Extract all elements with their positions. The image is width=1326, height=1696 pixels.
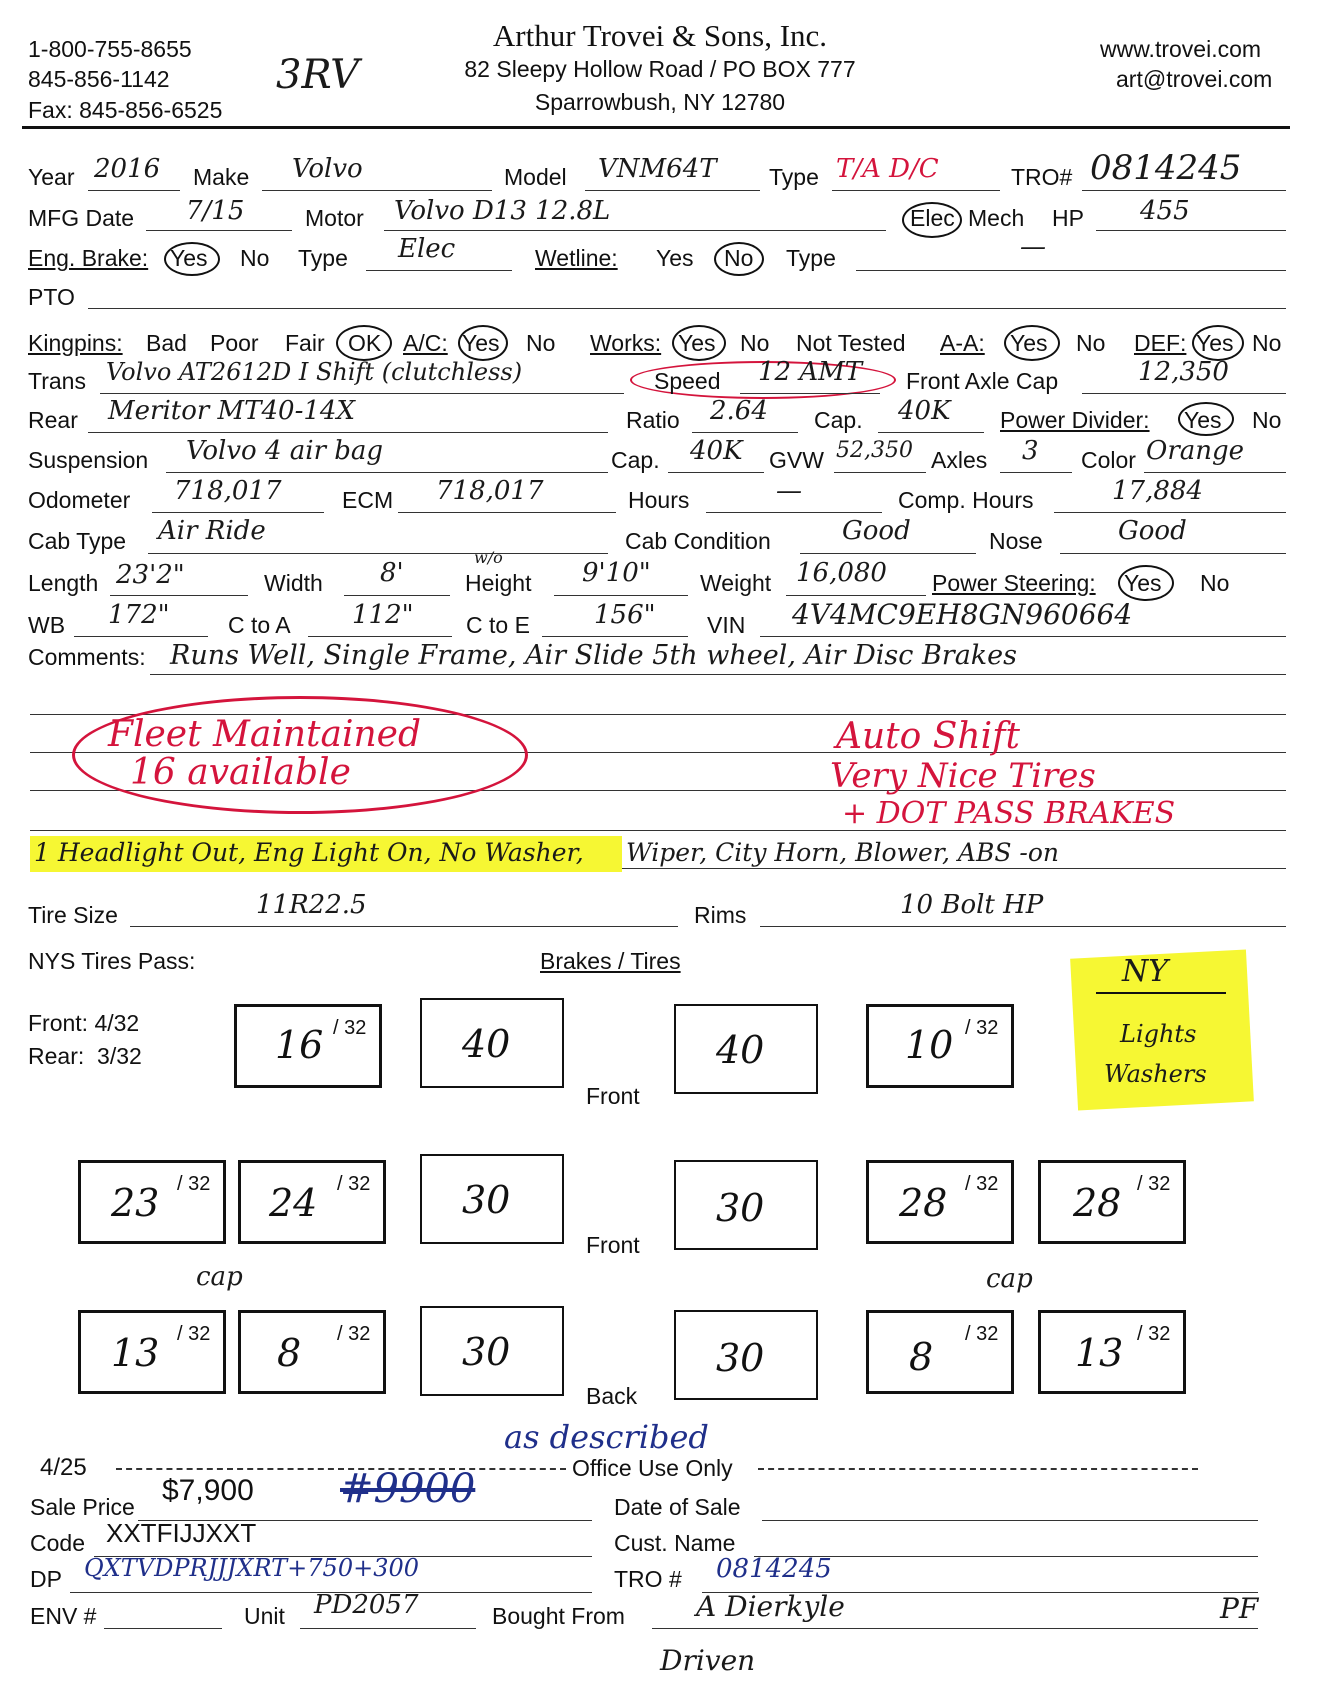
works-not-tested[interactable]: Not Tested — [796, 330, 906, 356]
tire-box[interactable] — [866, 1004, 1014, 1088]
wetline-type-label: Type — [786, 245, 836, 271]
color-label: Color — [1081, 447, 1136, 473]
tire-reading: 8 — [277, 1331, 302, 1375]
highlight-note[interactable]: 1 Headlight Out, Eng Light On, No Washer, — [34, 838, 584, 867]
brake-reading: 30 — [716, 1336, 765, 1380]
mfg-date-label: MFG Date — [28, 205, 135, 231]
brake-reading: 30 — [462, 1330, 511, 1374]
brake-reading: 30 — [716, 1186, 765, 1230]
tire-reading: 23 — [111, 1181, 160, 1225]
tire-reading: 28 — [1073, 1181, 1122, 1225]
works-no[interactable]: No — [740, 330, 770, 356]
email[interactable]: art@trovei.com — [1116, 66, 1273, 92]
height-note: w/o — [474, 548, 503, 567]
susp-cap-label: Cap. — [611, 447, 660, 473]
comp-hours-value[interactable]: 17,884 — [1112, 476, 1203, 506]
power-steering-no[interactable]: No — [1200, 570, 1230, 596]
cap-note-right: cap — [986, 1264, 1033, 1294]
rear-value[interactable]: Meritor MT40-14X — [108, 396, 355, 426]
aa-yes[interactable]: Yes — [1010, 330, 1048, 356]
date-of-sale-label: Date of Sale — [614, 1494, 741, 1520]
power-steering-yes[interactable]: Yes — [1124, 570, 1162, 596]
per-32: / 32 — [1137, 1323, 1171, 1345]
cap-note-left: cap — [196, 1262, 243, 1292]
hp-value[interactable]: 455 — [1140, 196, 1190, 226]
per-32: / 32 — [965, 1173, 999, 1195]
c-to-e-value[interactable]: 156" — [594, 600, 656, 630]
tire-box[interactable] — [238, 1310, 386, 1394]
width-value[interactable]: 8' — [380, 558, 404, 588]
old-price: #9900 — [340, 1466, 476, 1512]
rims-value[interactable]: 10 Bolt HP — [900, 890, 1044, 920]
website[interactable]: www.trovei.com — [1100, 36, 1262, 62]
power-divider-no[interactable]: No — [1252, 407, 1282, 433]
dp-label: DP — [30, 1566, 62, 1592]
model-value[interactable]: VNM64T — [598, 154, 717, 184]
type-label: Type — [769, 164, 819, 190]
ny-underline — [1096, 992, 1226, 994]
per-32: / 32 — [333, 1017, 367, 1039]
dp-value[interactable]: QXTVDPRJJJXRT+750+300 — [84, 1554, 420, 1582]
weight-value[interactable]: 16,080 — [796, 558, 887, 588]
address-line-1: 82 Sleepy Hollow Road / PO BOX 777 — [464, 56, 856, 82]
tire-box[interactable] — [234, 1004, 382, 1088]
odometer-label: Odometer — [28, 487, 131, 513]
speed-value[interactable]: 12 AMT — [758, 357, 863, 387]
front-label: Front — [586, 1083, 640, 1109]
c-to-a-value[interactable]: 112" — [352, 600, 414, 630]
fax: Fax: 845-856-6525 — [28, 97, 223, 123]
eng-brake-yes[interactable]: Yes — [170, 245, 208, 271]
year-value[interactable]: 2016 — [94, 154, 161, 184]
works-label: Works: — [590, 330, 662, 356]
ac-no[interactable]: No — [526, 330, 556, 356]
tire-box[interactable] — [1038, 1310, 1186, 1394]
elec-option[interactable]: Elec — [910, 205, 955, 231]
unit-value[interactable]: PD2057 — [314, 1590, 419, 1620]
wb-label: WB — [28, 612, 66, 638]
red-note-3: + DOT PASS BRAKES — [842, 796, 1176, 831]
eng-brake-label: Eng. Brake: — [28, 245, 149, 271]
height-label: Height — [465, 570, 532, 596]
brake-box[interactable] — [420, 1154, 564, 1244]
eng-brake-no[interactable]: No — [240, 245, 270, 271]
nys-tires-pass-label: NYS Tires Pass: — [28, 948, 196, 974]
fleet-line-1: Fleet Maintained — [108, 714, 422, 755]
sale-price-value[interactable]: $7,900 — [162, 1474, 254, 1507]
suspension-label: Suspension — [28, 447, 149, 473]
ecm-value[interactable]: 718,017 — [436, 476, 544, 506]
odometer-value[interactable]: 718,017 — [174, 476, 282, 506]
fleet-line-2: 16 available — [130, 752, 351, 793]
phone-1: 1-800-755-8655 — [28, 36, 192, 62]
kingpins-label: Kingpins: — [28, 330, 123, 356]
ac-yes[interactable]: Yes — [462, 330, 500, 356]
ny-note-1: NY — [1122, 954, 1169, 989]
gvw-label: GVW — [769, 447, 824, 473]
front-axle-cap-value[interactable]: 12,350 — [1138, 357, 1229, 387]
tire-box[interactable] — [78, 1310, 226, 1394]
tro-office-label: TRO # — [614, 1566, 682, 1592]
cab-condition-label: Cab Condition — [625, 528, 771, 554]
as-described: as described — [504, 1418, 709, 1456]
make-value[interactable]: Volvo — [292, 154, 363, 184]
code-value[interactable]: XXTFIJJXXT — [106, 1518, 257, 1548]
power-steering-label: Power Steering: — [932, 570, 1096, 596]
header-divider — [22, 126, 1290, 129]
brake-reading: 30 — [462, 1178, 511, 1222]
hp-label: HP — [1052, 205, 1084, 231]
kingpins-fair[interactable]: Fair — [285, 330, 325, 356]
red-note-2: Very Nice Tires — [830, 756, 1096, 796]
front-label: Front — [586, 1232, 640, 1258]
tire-reading: 28 — [899, 1181, 948, 1225]
length-value[interactable]: 23'2" — [116, 560, 185, 590]
office-use-only: Office Use Only — [572, 1455, 733, 1481]
hours-label: Hours — [628, 487, 690, 513]
ny-note-3: Washers — [1104, 1060, 1207, 1088]
hand-code: 3RV — [276, 52, 360, 98]
tire-size-value[interactable]: 11R22.5 — [256, 890, 367, 920]
wetline-type-value[interactable]: — — [1020, 232, 1046, 262]
power-divider-yes[interactable]: Yes — [1184, 407, 1222, 433]
width-label: Width — [264, 570, 323, 596]
tro-office-value[interactable]: 0814245 — [716, 1554, 832, 1584]
ratio-value[interactable]: 2.64 — [710, 396, 768, 426]
tro-value[interactable]: 0814245 — [1090, 148, 1242, 188]
bought-from-value[interactable]: A Dierkyle — [696, 1590, 845, 1623]
comp-hours-label: Comp. Hours — [898, 487, 1034, 513]
tire-reading: 16 — [275, 1023, 324, 1067]
per-32: / 32 — [1137, 1173, 1171, 1195]
tire-reading: 24 — [269, 1181, 318, 1225]
tire-box[interactable] — [866, 1310, 1014, 1394]
tire-reading: 10 — [905, 1023, 954, 1067]
cab-type-label: Cab Type — [28, 528, 127, 554]
trans-value[interactable]: Volvo AT2612D I Shift (clutchless) — [106, 358, 523, 386]
motor-value[interactable]: Volvo D13 12.8L — [394, 196, 611, 226]
back-label: Back — [586, 1383, 638, 1409]
brake-box[interactable] — [674, 1160, 818, 1250]
per-32: / 32 — [177, 1173, 211, 1195]
tire-box[interactable] — [238, 1160, 386, 1244]
front-axle-cap-label: Front Axle Cap — [906, 368, 1059, 394]
tire-box[interactable] — [866, 1160, 1014, 1244]
company-name: Arthur Trovei & Sons, Inc. — [492, 18, 828, 53]
office-dash-right — [758, 1468, 1198, 1470]
note-rest[interactable]: Wiper, City Horn, Blower, ABS -on — [626, 838, 1059, 867]
tire-reading: 13 — [111, 1331, 160, 1375]
rear-label: Rear — [28, 407, 78, 433]
cust-name-label: Cust. Name — [614, 1530, 736, 1556]
brake-box[interactable] — [420, 1306, 564, 1396]
rims-label: Rims — [694, 902, 747, 928]
make-label: Make — [193, 164, 250, 190]
mech-option[interactable]: Mech — [968, 205, 1025, 231]
works-yes[interactable]: Yes — [678, 330, 716, 356]
mfg-date-value[interactable]: 7/15 — [186, 196, 245, 226]
front-requirement: Front: 4/32 — [28, 1010, 140, 1036]
aa-no[interactable]: No — [1076, 330, 1106, 356]
wetline-yes[interactable]: Yes — [656, 245, 694, 271]
per-32: / 32 — [965, 1323, 999, 1345]
gvw-value[interactable]: 52,350 — [836, 438, 913, 463]
tro-label: TRO# — [1011, 164, 1073, 190]
brake-box[interactable] — [420, 998, 564, 1088]
pto-label: PTO — [28, 284, 75, 310]
env-label: ENV # — [30, 1603, 97, 1629]
kingpins-bad[interactable]: Bad — [146, 330, 187, 356]
power-divider-label: Power Divider: — [1000, 407, 1150, 433]
c-to-a-label: C to A — [228, 612, 291, 638]
date-stamp: 4/25 — [40, 1454, 87, 1481]
ny-note-2: Lights — [1120, 1020, 1197, 1048]
cab-condition-value[interactable]: Good — [842, 516, 911, 546]
hours-value[interactable]: — — [776, 476, 802, 506]
susp-cap-value[interactable]: 40K — [690, 436, 743, 466]
color-value[interactable]: Orange — [1146, 436, 1245, 466]
brake-reading: 40 — [716, 1028, 765, 1072]
wetline-no[interactable]: No — [724, 245, 754, 271]
model-label: Model — [504, 164, 567, 190]
tire-size-label: Tire Size — [28, 902, 118, 928]
vin-value[interactable]: 4V4MC9EH8GN960664 — [792, 598, 1133, 631]
eng-brake-type-value[interactable]: Elec — [398, 234, 456, 264]
phone-2: 845-856-1142 — [28, 66, 170, 92]
height-value[interactable]: 9'10" — [582, 558, 651, 588]
driven-note: Driven — [660, 1644, 756, 1677]
kingpins-ok[interactable]: OK — [348, 330, 382, 356]
address-line-2: Sparrowbush, NY 12780 — [534, 89, 786, 115]
nose-label: Nose — [989, 528, 1043, 554]
wetline-label: Wetline: — [535, 245, 618, 271]
brakes-tires-title: Brakes / Tires — [540, 948, 681, 974]
vin-label: VIN — [707, 612, 746, 638]
ac-label: A/C: — [403, 330, 448, 356]
per-32: / 32 — [965, 1017, 999, 1039]
tire-box[interactable] — [78, 1160, 226, 1244]
def-yes[interactable]: Yes — [1196, 330, 1234, 356]
aa-label: A-A: — [940, 330, 985, 356]
c-to-e-label: C to E — [466, 612, 530, 638]
code-label: Code — [30, 1530, 85, 1556]
brake-reading: 40 — [462, 1022, 511, 1066]
red-note-1: Auto Shift — [836, 716, 1020, 757]
per-32: / 32 — [177, 1323, 211, 1345]
kingpins-poor[interactable]: Poor — [210, 330, 259, 356]
bought-from-label: Bought From — [492, 1603, 625, 1629]
brake-box[interactable] — [674, 1310, 818, 1400]
comment-line-1[interactable]: Runs Well, Single Frame, Air Slide 5th wheel, Air Disc Brakes — [170, 640, 1017, 671]
rear-requirement: Rear: 3/32 — [28, 1043, 142, 1069]
type-value[interactable]: T/A D/C — [836, 154, 939, 184]
tire-box[interactable] — [1038, 1160, 1186, 1244]
eng-brake-type-label: Type — [298, 245, 348, 271]
year-label: Year — [28, 164, 75, 190]
initials: PF — [1220, 1592, 1259, 1625]
trans-label: Trans — [28, 368, 86, 394]
def-label: DEF: — [1134, 330, 1187, 356]
per-32: / 32 — [337, 1173, 371, 1195]
wb-value[interactable]: 172" — [108, 600, 170, 630]
motor-label: Motor — [305, 205, 364, 231]
speed-label: Speed — [654, 368, 721, 394]
def-no[interactable]: No — [1252, 330, 1282, 356]
ratio-label: Ratio — [626, 407, 680, 433]
cab-type-value[interactable]: Air Ride — [158, 516, 266, 546]
tire-reading: 13 — [1075, 1331, 1124, 1375]
weight-label: Weight — [700, 570, 772, 596]
rear-cap-label: Cap. — [814, 407, 863, 433]
axles-label: Axles — [931, 447, 988, 473]
sale-price-label: Sale Price — [30, 1494, 135, 1520]
brake-box[interactable] — [674, 1004, 818, 1094]
suspension-value[interactable]: Volvo 4 air bag — [186, 436, 384, 466]
tire-reading: 8 — [909, 1335, 934, 1379]
ecm-label: ECM — [342, 487, 394, 513]
per-32: / 32 — [337, 1323, 371, 1345]
length-label: Length — [28, 570, 99, 596]
axles-value[interactable]: 3 — [1022, 436, 1039, 466]
nose-value[interactable]: Good — [1118, 516, 1187, 546]
comments-label: Comments: — [28, 644, 146, 670]
unit-label: Unit — [244, 1603, 285, 1629]
rear-cap-value[interactable]: 40K — [898, 396, 951, 426]
